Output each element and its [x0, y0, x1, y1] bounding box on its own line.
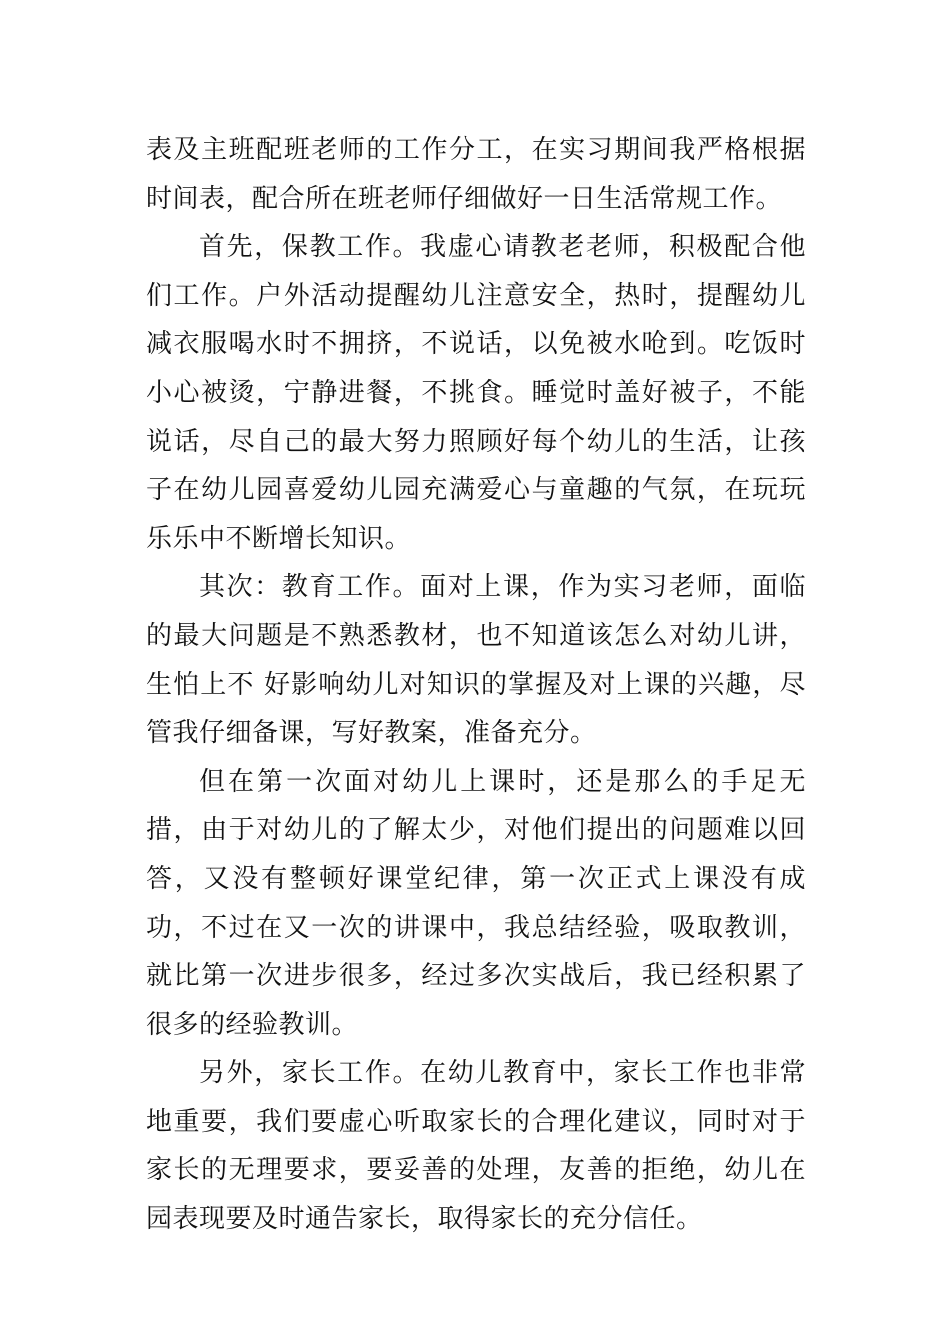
paragraph-childcare: 首先，保教工作。我虚心请教老老师，积极配合他们工作。户外活动提醒幼儿注意安全，热时，提醒幼儿减衣服喝水时不拥挤，不说话，以免被水呛到。吃饭时小心被烫，宁静进餐，不挑食。睡觉时盖好被子，不能说话，尽自己的最大努力照顾好每个幼儿的生活，让孩子在幼儿园喜爱幼儿园充满爱心与童趣的气氛，在玩玩乐乐中不断增长知识。: [146, 232, 806, 554]
paragraph-teaching: 其次：教育工作。面对上课，作为实习老师，面临的最大问题是不熟悉教材，也不知道该怎么对幼儿讲，生怕上不 好影响幼儿对知识的掌握及对上课的兴趣，尽管我仔细备课，写好教案，准备充分。: [146, 572, 806, 749]
document-body: [146, 126, 806, 1244]
paragraph-parents: 另外，家长工作。在幼儿教育中，家长工作也非常地重要，我们要虚心听取家长的合理化建议，同时对于家长的无理要求，要妥善的处理，友善的拒绝，幼儿在园表现要及时通告家长，取得家长的充分信任。: [146, 1058, 806, 1235]
paragraph-first-lesson: 但在第一次面对幼儿上课时，还是那么的手足无措，由于对幼儿的了解太少，对他们提出的问题难以回答，又没有整顿好课堂纪律，第一次正式上课没有成功，不过在又一次的讲课中，我总结经验，吸取教训，就比第一次进步很多，经过多次实战后，我已经积累了很多的经验教训。: [146, 766, 806, 1040]
paragraph-continued: 表及主班配班老师的工作分工，在实习期间我严格根据时间表，配合所在班老师仔细做好一日生活常规工作。: [146, 135, 806, 214]
